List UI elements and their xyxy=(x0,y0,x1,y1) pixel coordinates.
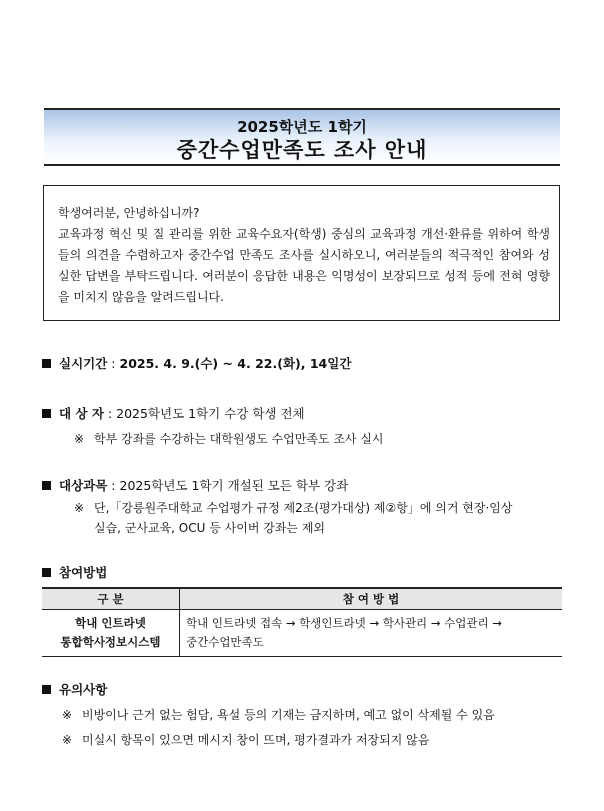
note-mark: ※ xyxy=(62,708,73,722)
table-cell-method xyxy=(180,610,563,657)
title-semester: 2025학년도 1학기 xyxy=(237,118,367,136)
courses-note-line1: 단,「강릉원주대학교 수업평가 규정 제2조(평가대상) 제②항」에 의거 현장·임상 xyxy=(94,501,513,515)
target-label: 대 상 자 xyxy=(59,406,104,421)
table-row xyxy=(42,610,562,657)
page-title: 중간수업만족도 조사 안내 xyxy=(176,138,428,162)
category-line2: 통합학사정보시스템 xyxy=(60,635,161,649)
target-sep: : xyxy=(107,406,113,421)
courses-sep: : xyxy=(111,478,116,493)
caution-item xyxy=(62,731,429,748)
period-label: 실시기간 xyxy=(59,356,108,371)
period-value: 2025. 4. 9.(수) ~ 4. 22.(화), 14일간 xyxy=(119,356,352,371)
table-header-method: 참 여 방 법 xyxy=(180,588,563,610)
table-cell-category xyxy=(42,610,180,657)
title-banner xyxy=(44,108,560,166)
section-target xyxy=(42,404,305,422)
courses-note xyxy=(74,499,564,536)
intro-greeting: 학생여러분, 안녕하십니까? xyxy=(58,206,200,220)
square-bullet-icon xyxy=(42,685,51,694)
cautions-label: 유의사항 xyxy=(59,682,108,697)
courses-note-row1 xyxy=(74,499,564,516)
square-bullet-icon xyxy=(42,568,51,577)
table-header-row xyxy=(42,588,562,610)
method-label: 참여방법 xyxy=(59,565,108,580)
courses-note-line2: 실습, 군사교육, OCU 등 사이버 강좌는 제외 xyxy=(94,521,326,535)
square-bullet-icon xyxy=(42,409,51,418)
period-sep: : xyxy=(111,356,116,371)
note-mark: ※ xyxy=(62,733,73,747)
target-note-text: 학부 강좌를 수강하는 대학원생도 수업만족도 조사 실시 xyxy=(94,432,384,446)
caution-text: 미실시 항목이 있으면 메시지 창이 뜨며, 평가결과가 저장되지 않음 xyxy=(82,733,430,747)
square-bullet-icon xyxy=(42,359,51,368)
method-line2: 중간수업만족도 xyxy=(186,635,264,649)
category-line1: 학내 인트라넷 xyxy=(75,616,146,630)
table-header-category: 구 분 xyxy=(42,588,180,610)
section-method xyxy=(42,563,107,581)
target-value: 2025학년도 1학기 수강 학생 전체 xyxy=(116,406,305,421)
method-line1: 학내 인트라넷 접속 → 학생인트라넷 → 학사관리 → 수업관리 → xyxy=(186,616,502,630)
caution-text: 비방이나 근거 없는 험담, 욕설 등의 기재는 금지하며, 예고 없이 삭제될 수 있음 xyxy=(82,708,495,722)
courses-label: 대상과목 xyxy=(59,478,108,493)
target-note xyxy=(74,430,384,447)
section-cautions xyxy=(42,680,107,698)
caution-item xyxy=(62,706,495,723)
note-mark: ※ xyxy=(74,432,85,446)
method-table xyxy=(42,587,562,657)
note-mark: ※ xyxy=(74,501,85,515)
section-period xyxy=(42,354,351,372)
intro-body: 교육과정 혁신 및 질 관리를 위한 교육수요자(학생) 중심의 교육과정 개선·환류를 위하여 학생들의 의견을 수렴하고자 중간수업 만족도 조사를 실시하오니, 여러분들의 적극적인 참여와 성실한 답변을 부탁드립니다. 여러분이 응답한 내용은 익명성이 보장되므로 성적 등에 전혀 영향을 미치지 않음을 알려드립니다. xyxy=(58,227,550,304)
intro-box xyxy=(43,185,560,321)
courses-value: 2025학년도 1학기 개설된 모든 학부 강좌 xyxy=(119,478,349,493)
square-bullet-icon xyxy=(42,481,51,490)
section-courses xyxy=(42,476,348,494)
